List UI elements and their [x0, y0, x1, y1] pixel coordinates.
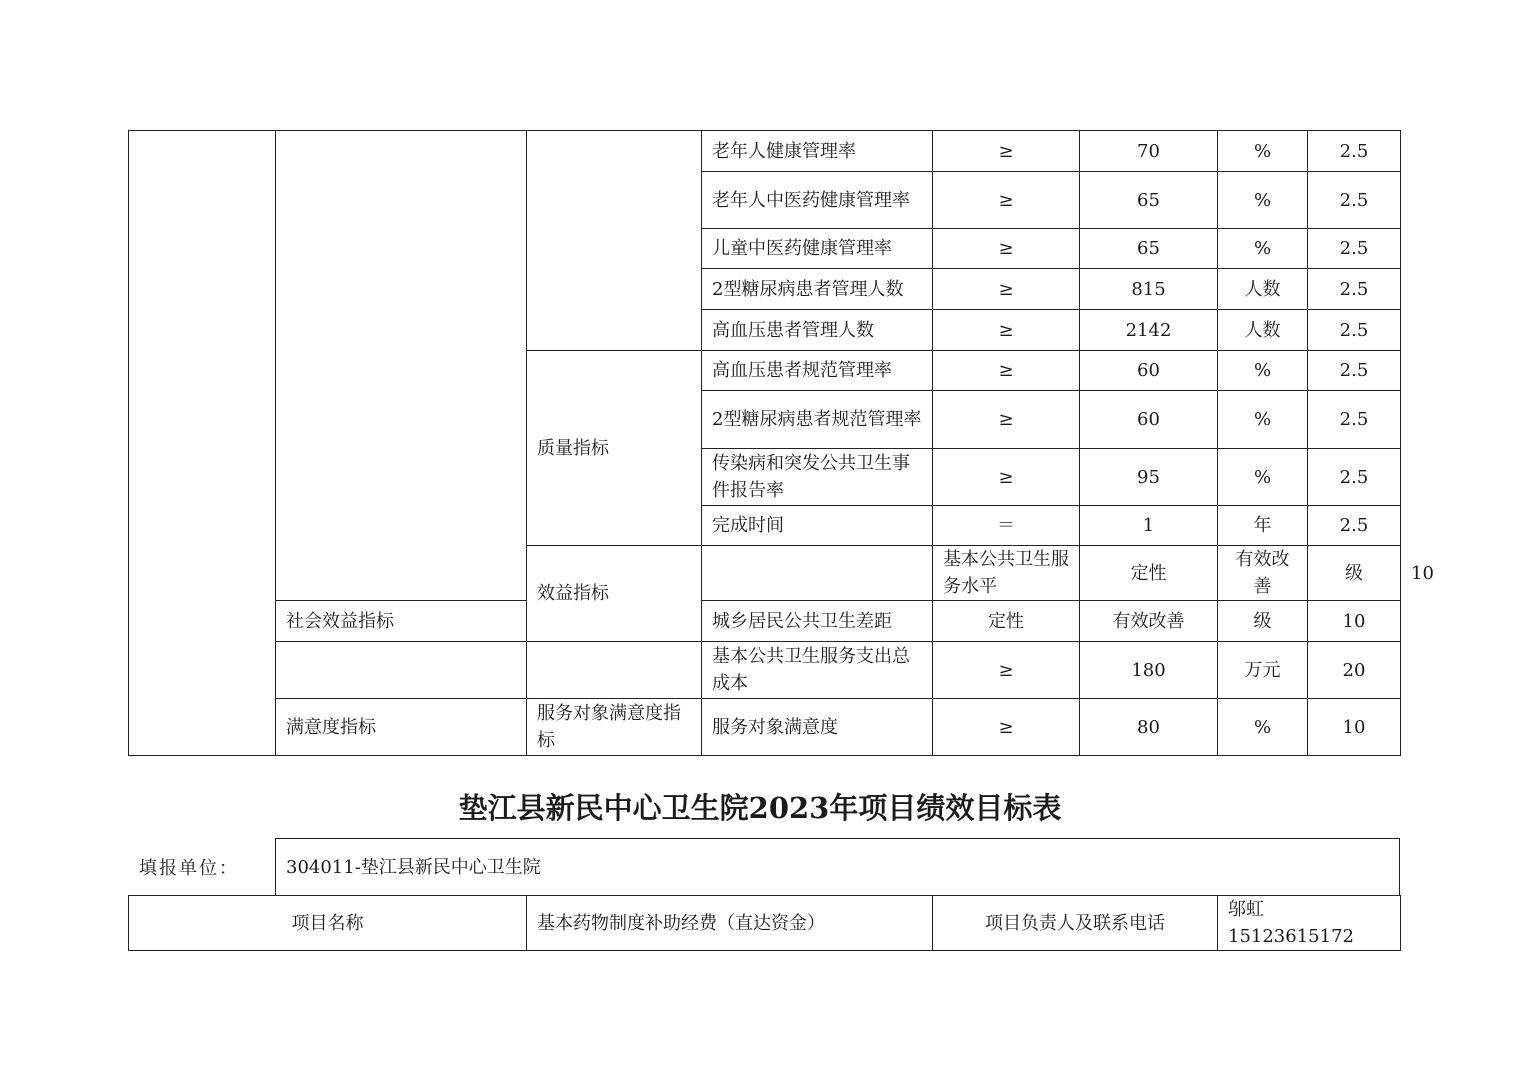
project-name-value: 基本药物制度补助经费（直达资金）	[527, 896, 933, 951]
score: 2.5	[1308, 351, 1401, 391]
target-value: 65	[1080, 172, 1218, 229]
target-value: 95	[1080, 449, 1218, 506]
blank-cell	[129, 131, 276, 756]
indicator-name: 高血压患者规范管理率	[702, 351, 933, 391]
score: 2.5	[1308, 506, 1401, 546]
indicator-name: 高血压患者管理人数	[702, 310, 933, 351]
category-social-benefit: 社会效益指标	[276, 601, 527, 642]
target-value: 有效改善	[1218, 546, 1308, 601]
target-value: 60	[1080, 391, 1218, 449]
indicator-name: 儿童中医药健康管理率	[702, 229, 933, 269]
operator: ≥	[933, 229, 1080, 269]
indicator-table	[128, 130, 1434, 756]
measure-unit: %	[1218, 229, 1308, 269]
measure-unit: %	[1218, 391, 1308, 449]
score: 10	[1308, 601, 1401, 642]
measure-unit: %	[1218, 351, 1308, 391]
category-satisfaction: 满意度指标	[276, 699, 527, 756]
score: 2.5	[1308, 131, 1401, 172]
measure-unit: %	[1218, 131, 1308, 172]
operator: ≥	[933, 269, 1080, 310]
score: 2.5	[1308, 310, 1401, 351]
table-row	[129, 896, 1401, 951]
page-title: 垫江县新民中心卫生院2023年项目绩效目标表	[458, 791, 1062, 825]
target-value: 80	[1080, 699, 1218, 756]
reporting-unit-value: 304011-垫江县新民中心卫生院	[276, 839, 1400, 896]
operator: ≥	[933, 351, 1080, 391]
indicator-name: 传染病和突发公共卫生事件报告率	[702, 449, 933, 506]
indicator-name: 服务对象满意度	[702, 699, 933, 756]
category-benefit: 效益指标	[527, 546, 702, 642]
target-value: 60	[1080, 351, 1218, 391]
target-value: 65	[1080, 229, 1218, 269]
score: 2.5	[1308, 229, 1401, 269]
reporting-unit-table	[275, 838, 1400, 896]
table-row	[129, 642, 1401, 699]
indicator-name: 2型糖尿病患者规范管理率	[702, 391, 933, 449]
project-name-label: 项目名称	[129, 896, 527, 951]
operator: ≥	[933, 172, 1080, 229]
target-value: 180	[1080, 642, 1218, 699]
target-value: 815	[1080, 269, 1218, 310]
contact-value: 邬虹 15123615172	[1218, 896, 1401, 951]
project-info-table	[128, 895, 1401, 951]
operator: ≥	[933, 310, 1080, 351]
measure-unit: 年	[1218, 506, 1308, 546]
indicator-name: 基本公共卫生服务水平	[933, 546, 1080, 601]
measure-unit: 级	[1308, 546, 1401, 601]
score: 2.5	[1308, 449, 1401, 506]
score: 10	[1308, 699, 1401, 756]
table-row	[129, 601, 1401, 642]
blank-cell	[527, 642, 702, 699]
measure-unit: %	[1218, 699, 1308, 756]
target-value: 2142	[1080, 310, 1218, 351]
reporting-unit-label: 填报单位：	[139, 858, 239, 879]
operator: ≥	[933, 391, 1080, 449]
table-row	[276, 839, 1400, 896]
blank-cell	[276, 131, 527, 601]
blank-cell	[702, 546, 933, 601]
target-value: 70	[1080, 131, 1218, 172]
measure-unit: 万元	[1218, 642, 1308, 699]
operator: ＝	[933, 506, 1080, 546]
measure-unit: 人数	[1218, 310, 1308, 351]
operator: ≥	[933, 131, 1080, 172]
operator: 定性	[1080, 546, 1218, 601]
score: 2.5	[1308, 172, 1401, 229]
indicator-name: 老年人健康管理率	[702, 131, 933, 172]
score: 2.5	[1308, 269, 1401, 310]
contact-label: 项目负责人及联系电话	[933, 896, 1218, 951]
target-value: 有效改善	[1080, 601, 1218, 642]
measure-unit: %	[1218, 449, 1308, 506]
indicator-name: 城乡居民公共卫生差距	[702, 601, 933, 642]
measure-unit: 级	[1218, 601, 1308, 642]
table-row	[129, 131, 1401, 172]
indicator-name: 完成时间	[702, 506, 933, 546]
operator: ≥	[933, 642, 1080, 699]
target-value: 1	[1080, 506, 1218, 546]
table-row: 效益指标 基本公共卫生服务水平 定性 有效改善 级 10	[129, 546, 1401, 601]
operator: ≥	[933, 449, 1080, 506]
category-quality: 质量指标	[527, 351, 702, 546]
table-row	[129, 699, 1401, 756]
indicator-name: 基本公共卫生服务支出总成本	[702, 642, 933, 699]
indicator-name: 老年人中医药健康管理率	[702, 172, 933, 229]
indicator-name: 2型糖尿病患者管理人数	[702, 269, 933, 310]
blank-cell	[527, 131, 702, 351]
operator: 定性	[933, 601, 1080, 642]
operator: ≥	[933, 699, 1080, 756]
category-service-satisfaction: 服务对象满意度指标	[527, 699, 702, 756]
measure-unit: 人数	[1218, 269, 1308, 310]
measure-unit: %	[1218, 172, 1308, 229]
score: 2.5	[1308, 391, 1401, 449]
score: 20	[1308, 642, 1401, 699]
blank-cell	[276, 642, 527, 699]
